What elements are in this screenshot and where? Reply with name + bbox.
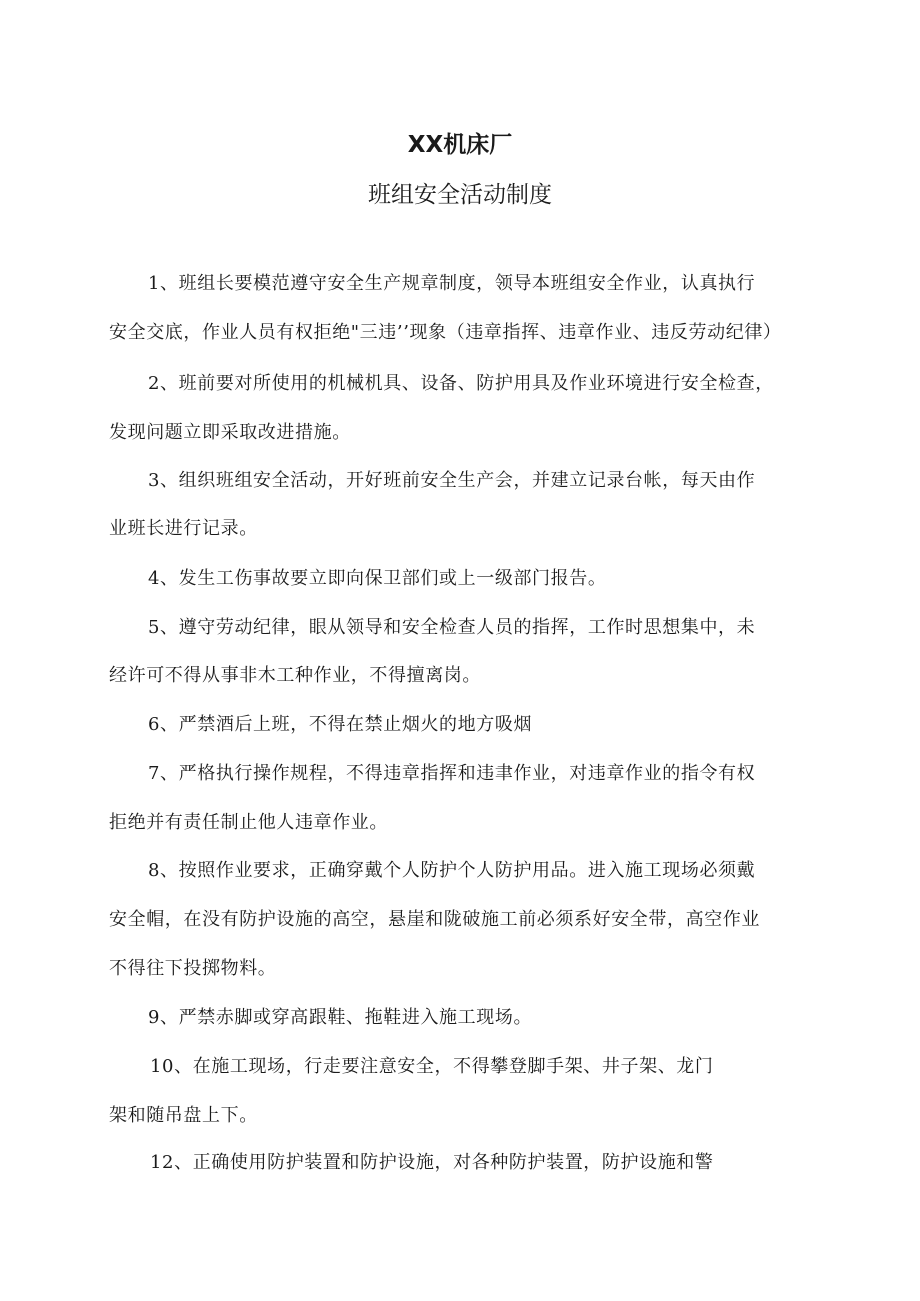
paragraph-line: 不得往下投掷物料。 (109, 958, 277, 979)
paragraph-line: 业班长进行记录。 (109, 518, 258, 539)
paragraph-line: 经许可不得从事非木工种作业，不得擅离岗。 (109, 665, 481, 686)
paragraph-line: 1、班组长要模范遵守安全生产规章制度，领导本班组安全作业，认真执行 (148, 273, 756, 294)
paragraph-line: 5、遵守劳动纪律，眼从领导和安全检查人员的指挥，工作时思想集中，未 (148, 617, 756, 638)
paragraph-line: 3、组织班组安全活动，开好班前安全生产会，并建立记录台帐，每天由作 (148, 470, 756, 491)
paragraph-line: 安全帽，在没有防护设施的高空，悬崖和陇破施工前必须系好安全带，高空作业 (109, 909, 760, 930)
paragraph-line: 4、发生工伤事故要立即向保卫部们或上一级部门报告。 (148, 568, 607, 589)
document-subtitle: 班组安全活动制度 (368, 182, 552, 208)
paragraph-line: 6、严禁酒后上班，不得在禁止烟火的地方吸烟 (148, 714, 533, 735)
paragraph-line: 10、在施工现场，行走要注意安全，不得攀登脚手架、井子架、龙门 (150, 1056, 714, 1077)
paragraph-line: 9、严禁赤脚或穿高跟鞋、拖鞋进入施工现场。 (148, 1007, 533, 1028)
document-title: XX机床厂 (407, 132, 513, 158)
paragraph-line: 发现问题立即采取改进措施。 (109, 422, 351, 443)
paragraph-line: 7、严格执行操作规程，不得违章指挥和违聿作业，对违章作业的指令有权 (148, 763, 756, 784)
paragraph-line: 8、按照作业要求，正确穿戴个人防护个人防护用品。进入施工现场必须戴 (148, 860, 756, 881)
paragraph-line: 安全交底，作业人员有权拒绝"三违’’现象（违章指挥、违章作业、违反劳动纪律） (109, 322, 782, 343)
paragraph-line: 2、班前要对所使用的机械机具、设备、防护用具及作业环境进行安全检查， (148, 373, 774, 394)
paragraph-line: 12、正确使用防护装置和防护设施，对各种防护装置，防护设施和警 (150, 1152, 714, 1173)
paragraph-line: 拒绝并有责任制止他人违章作业。 (109, 812, 388, 833)
title-block (0, 128, 920, 212)
paragraph-line: 架和随吊盘上下。 (109, 1105, 258, 1126)
